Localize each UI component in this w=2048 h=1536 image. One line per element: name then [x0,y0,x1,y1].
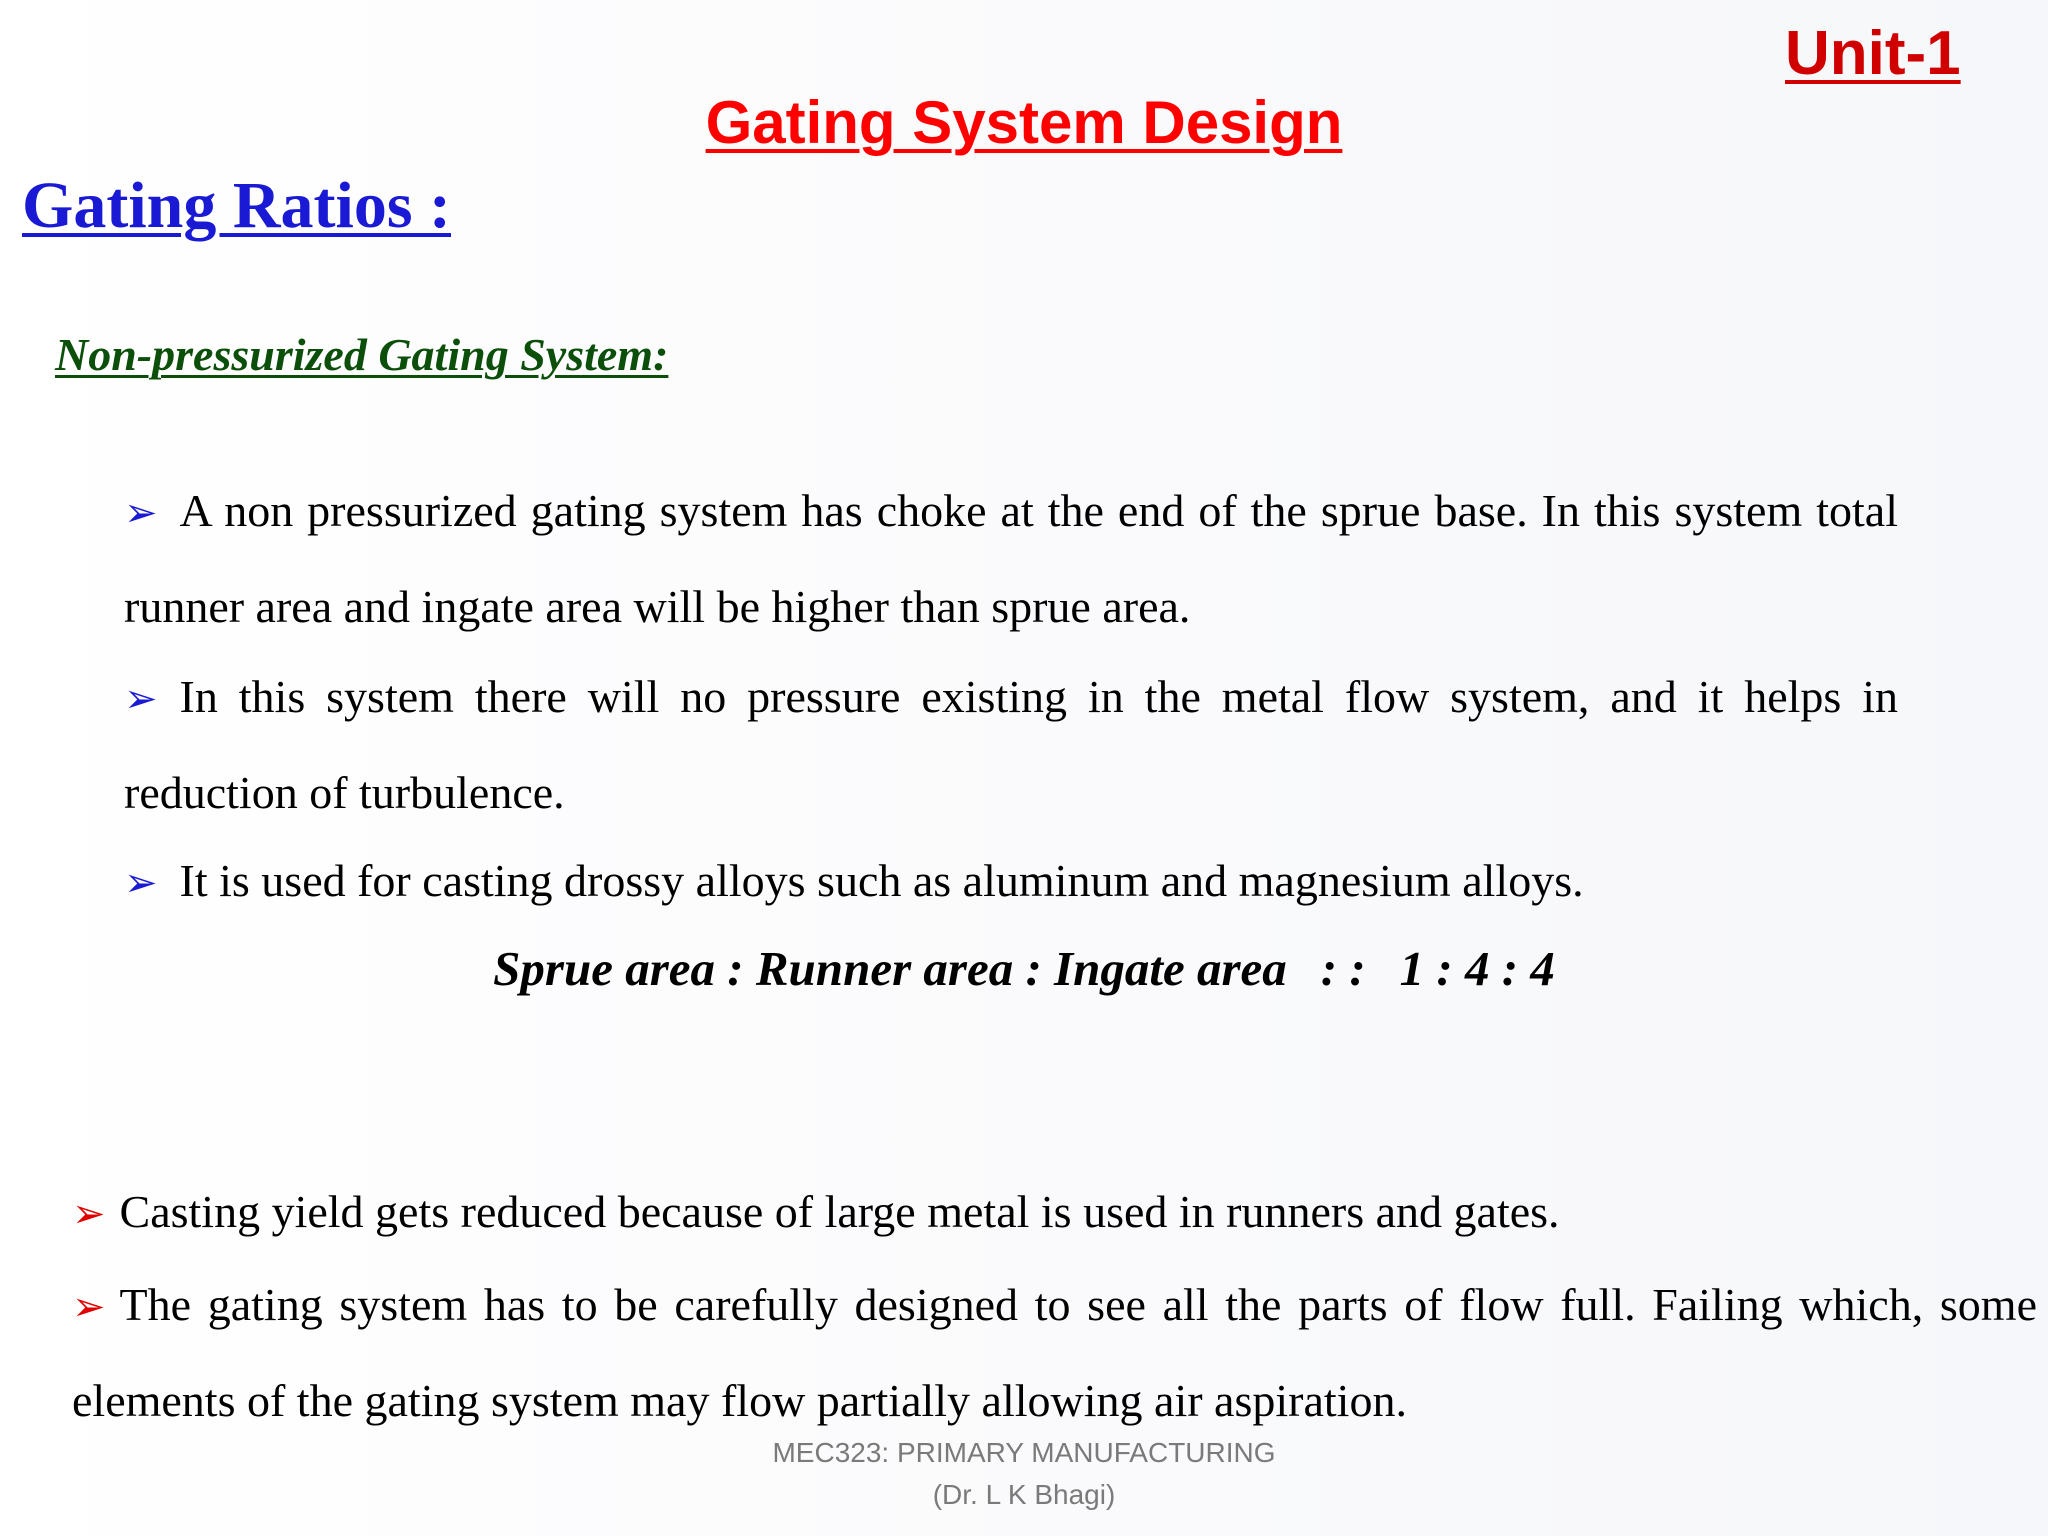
arrowhead-bullet-icon: ➢ [124,490,158,536]
bullet-item [124,834,1898,930]
bullet-text: A non pressurized gating system has choke at the end of the sprue base. In this system total runner area and ingate area will be higher than sprue area. [124,485,1898,632]
bullet-item [124,464,1898,653]
ratio-separator: : : [1320,941,1366,996]
section-heading: Gating Ratios : [22,169,451,242]
note-item [72,1165,2037,1261]
ratio-label: Sprue area : Runner area : Ingate area [493,941,1287,996]
note-text: Casting yield gets reduced because of large metal is used in runners and gates. [119,1186,1560,1237]
footer [0,1432,2048,1516]
note-item [72,1258,2037,1447]
note-text: The gating system has to be carefully designed to see all the parts of flow full. Failing which, some elements of the gating system may flow partially allowing air aspiration. [72,1279,2037,1426]
gating-ratio [0,940,2048,997]
page-title: Gating System Design [705,89,1343,156]
arrowhead-bullet-icon: ➢ [124,676,158,722]
unit-label: Unit-1 [1785,19,1961,88]
bullet-item [124,650,1898,839]
bullet-text: It is used for casting drossy alloys such as aluminum and magnesium alloys. [179,855,1584,906]
subsection-heading: Non-pressurized Gating System: [55,329,669,380]
arrowhead-bullet-icon: ➢ [72,1191,106,1237]
arrowhead-bullet-icon: ➢ [72,1284,106,1330]
footer-author: (Dr. L K Bhagi) [932,1479,1116,1510]
ratio-value: 1 : 4 : 4 [1399,941,1555,996]
footer-course: MEC323: PRIMARY MANUFACTURING [772,1437,1276,1468]
bullet-text: In this system there will no pressure existing in the metal flow system, and it helps in reduction of turbulence. [124,671,1898,818]
arrowhead-bullet-icon: ➢ [124,860,158,906]
